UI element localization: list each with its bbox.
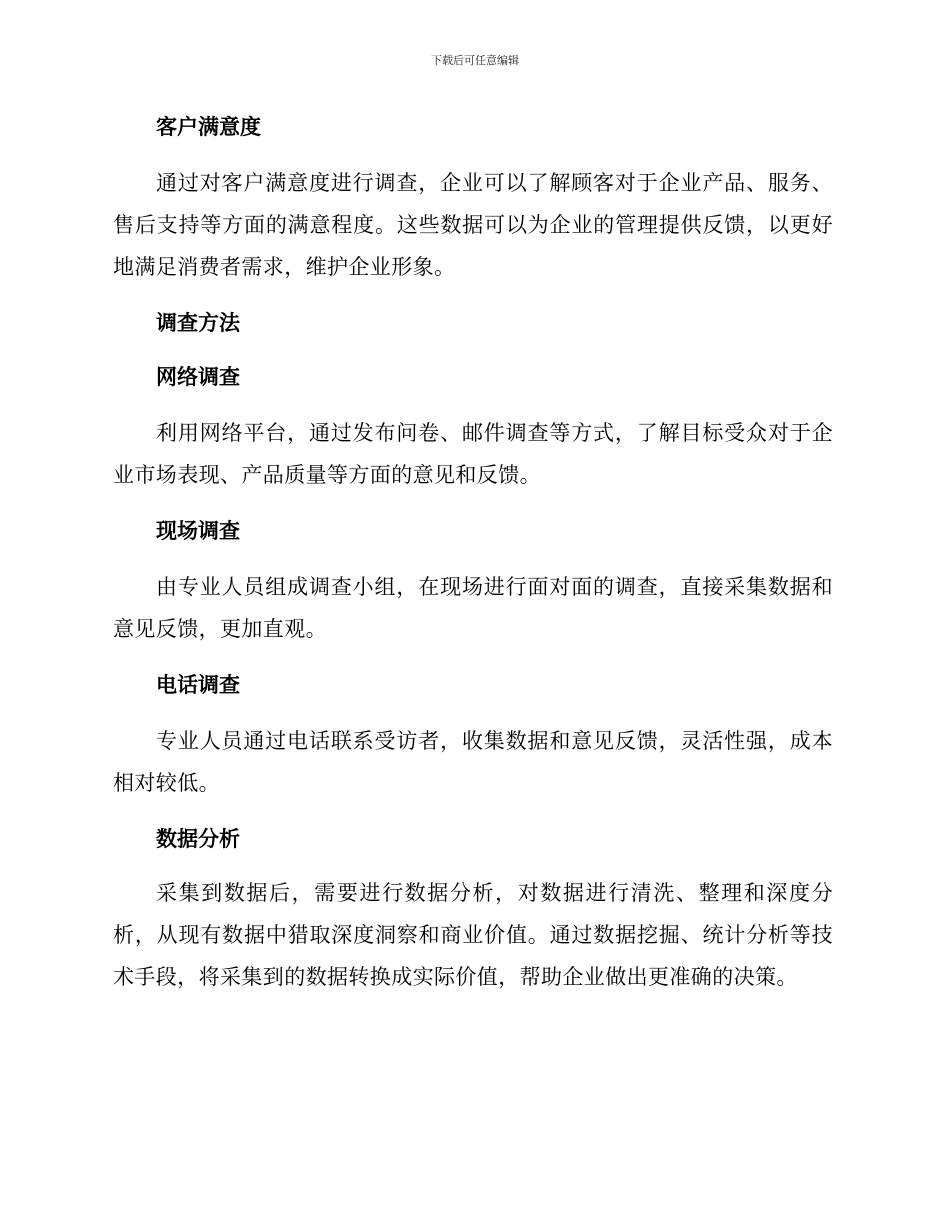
page-header: 下载后可任意编辑 [431, 54, 519, 67]
section-heading-online-survey: 网络调查 [156, 365, 240, 389]
paragraph-field-survey: 由专业人员组成调查小组，在现场进行面对面的调查，直接采集数据和意见反馈，更加直观。 [113, 575, 833, 641]
section-heading-survey-methods: 调查方法 [156, 311, 240, 335]
paragraph-data-analysis: 采集到数据后，需要进行数据分析，对数据进行清洗、整理和深度分析，从现有数据中猎取深度洞察和商业价值。通过数据挖掘、统计分析等技术手段，将采集到的数据转换成实际价值，帮助企业做出更准确的决策。 [113, 881, 833, 989]
paragraph-phone-survey: 专业人员通过电话联系受访者，收集数据和意见反馈，灵活性强，成本相对较低。 [113, 729, 833, 795]
paragraph-customer-satisfaction: 通过对客户满意度进行调查，企业可以了解顾客对于企业产品、服务、售后支持等方面的满意程度。这些数据可以为企业的管理提供反馈，以更好地满足消费者需求，维护企业形象。 [113, 171, 833, 279]
section-heading-phone-survey: 电话调查 [156, 673, 240, 697]
section-heading-field-survey: 现场调查 [156, 519, 240, 543]
paragraph-online-survey: 利用网络平台，通过发布问卷、邮件调查等方式，了解目标受众对于企业市场表现、产品质量等方面的意见和反馈。 [113, 421, 833, 487]
section-heading-customer-satisfaction: 客户满意度 [156, 115, 261, 139]
section-heading-data-analysis: 数据分析 [156, 827, 240, 851]
document-body [113, 108, 833, 998]
